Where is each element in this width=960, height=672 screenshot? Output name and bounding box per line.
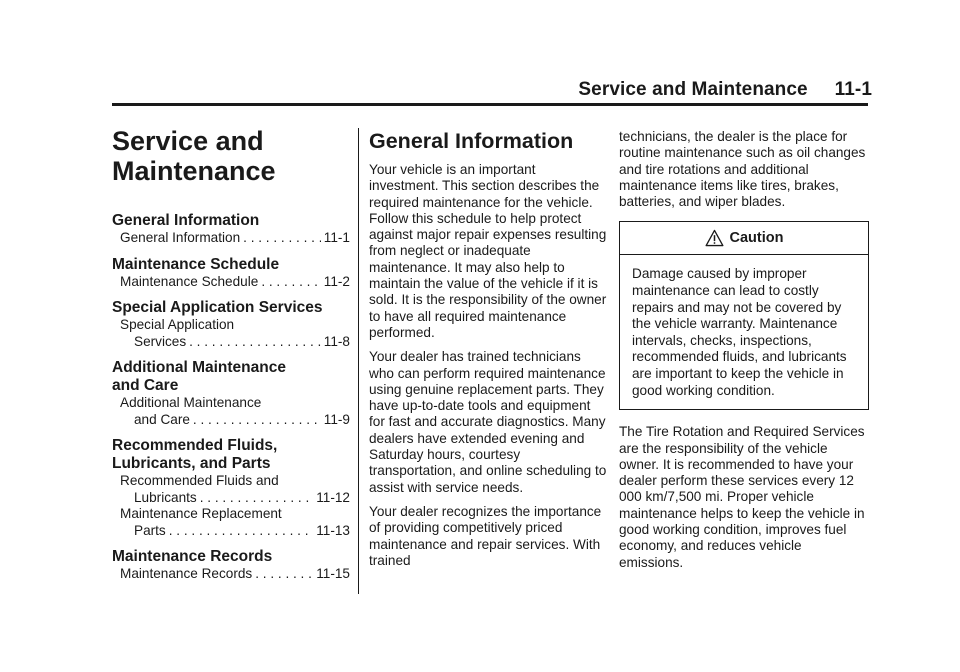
toc-column [112,126,350,592]
caution-label: Caution [729,230,784,247]
paragraph: Your dealer has trained technicians who can perform required maintenance using genuine replacement parts. They have up-to-date tools and equipment for fast and accurate diagnostics. Many dealers have extended evening and Saturday hours, courtesy transportation, and online scheduling to assist with service needs. [369,349,607,495]
toc-heading[interactable]: Additional Maintenance and Care [112,359,286,394]
running-header: Service and Maintenance 11-1 [578,79,872,100]
caution-icon [705,229,724,247]
paragraph: technicians, the dealer is the place for routine maintenance such as oil changes and tire rotations and additional maintenance items like tires, brakes, batteries, and wiper blades. [619,129,866,210]
toc-group-general-information [112,212,350,247]
toc-heading[interactable]: General Information [112,212,260,229]
paragraph: Your dealer recognizes the importance of providing competitively priced maintenance and repair services. With trained [369,503,602,568]
toc-heading[interactable]: Maintenance Schedule [112,255,280,273]
caution-box [619,221,869,410]
toc-entry[interactable]: Maintenance Replacement Parts . . . 11-13 [112,506,350,539]
paragraph: Your vehicle is an important investment. This section describes the required maintenance for the vehicle. Follow this schedule to help protect against major repair expenses resulting from neglect or inadequate maintenance. It may also help to maintain the value of the vehicle if it is sold. It is the responsibility of the owner to have all required maintenance performed. [369,162,607,340]
toc-group-recommended-fluids [112,437,350,539]
chapter-title: Service and Maintenance [112,126,276,186]
caution-header [620,222,868,255]
toc-entry[interactable]: General Information . . . 11-1 [112,230,350,247]
toc-group-special-application-services [112,299,350,350]
main-column [369,128,607,577]
toc-entry[interactable]: Additional Maintenance and Care . . . 11-9 [112,395,350,428]
column-divider [358,128,359,594]
toc-group-additional-maintenance [112,359,350,428]
toc-entry[interactable]: Special Application Services . . . 11-8 [112,317,350,350]
caution-text: Damage caused by improper maintenance can lead to costly repairs and may not be covered by the vehicle warranty. Maintenance intervals, checks, inspections, recommended fluids, and lubricants are important to keep the vehicle in good working condition. [632,266,847,398]
toc-group-maintenance-records [112,548,350,583]
toc-entry[interactable]: Maintenance Records . . . 11-15 [112,566,350,583]
toc-heading[interactable]: Maintenance Records [112,548,273,565]
toc-group-maintenance-schedule [112,256,350,291]
section-title: General Information [369,129,574,153]
header-rule [112,103,868,106]
paragraph: The Tire Rotation and Required Services are the responsibility of the vehicle owner. It is recommended to have your dealer perform these services every 12 000 km/7,500 mi. Proper vehicle maintenance helps to keep the vehicle in good working condition, improves fuel economy, and reduces vehicle emissions. [619,424,865,570]
right-column [619,129,869,579]
toc-entry[interactable]: Recommended Fluids and Lubricants . . . 11-12 [112,473,350,506]
toc-heading[interactable]: Recommended Fluids, Lubricants, and Parts [112,437,278,472]
toc-heading[interactable]: Special Application Services [112,299,323,316]
toc-entry[interactable]: Maintenance Schedule . . . 11-2 [112,274,350,291]
